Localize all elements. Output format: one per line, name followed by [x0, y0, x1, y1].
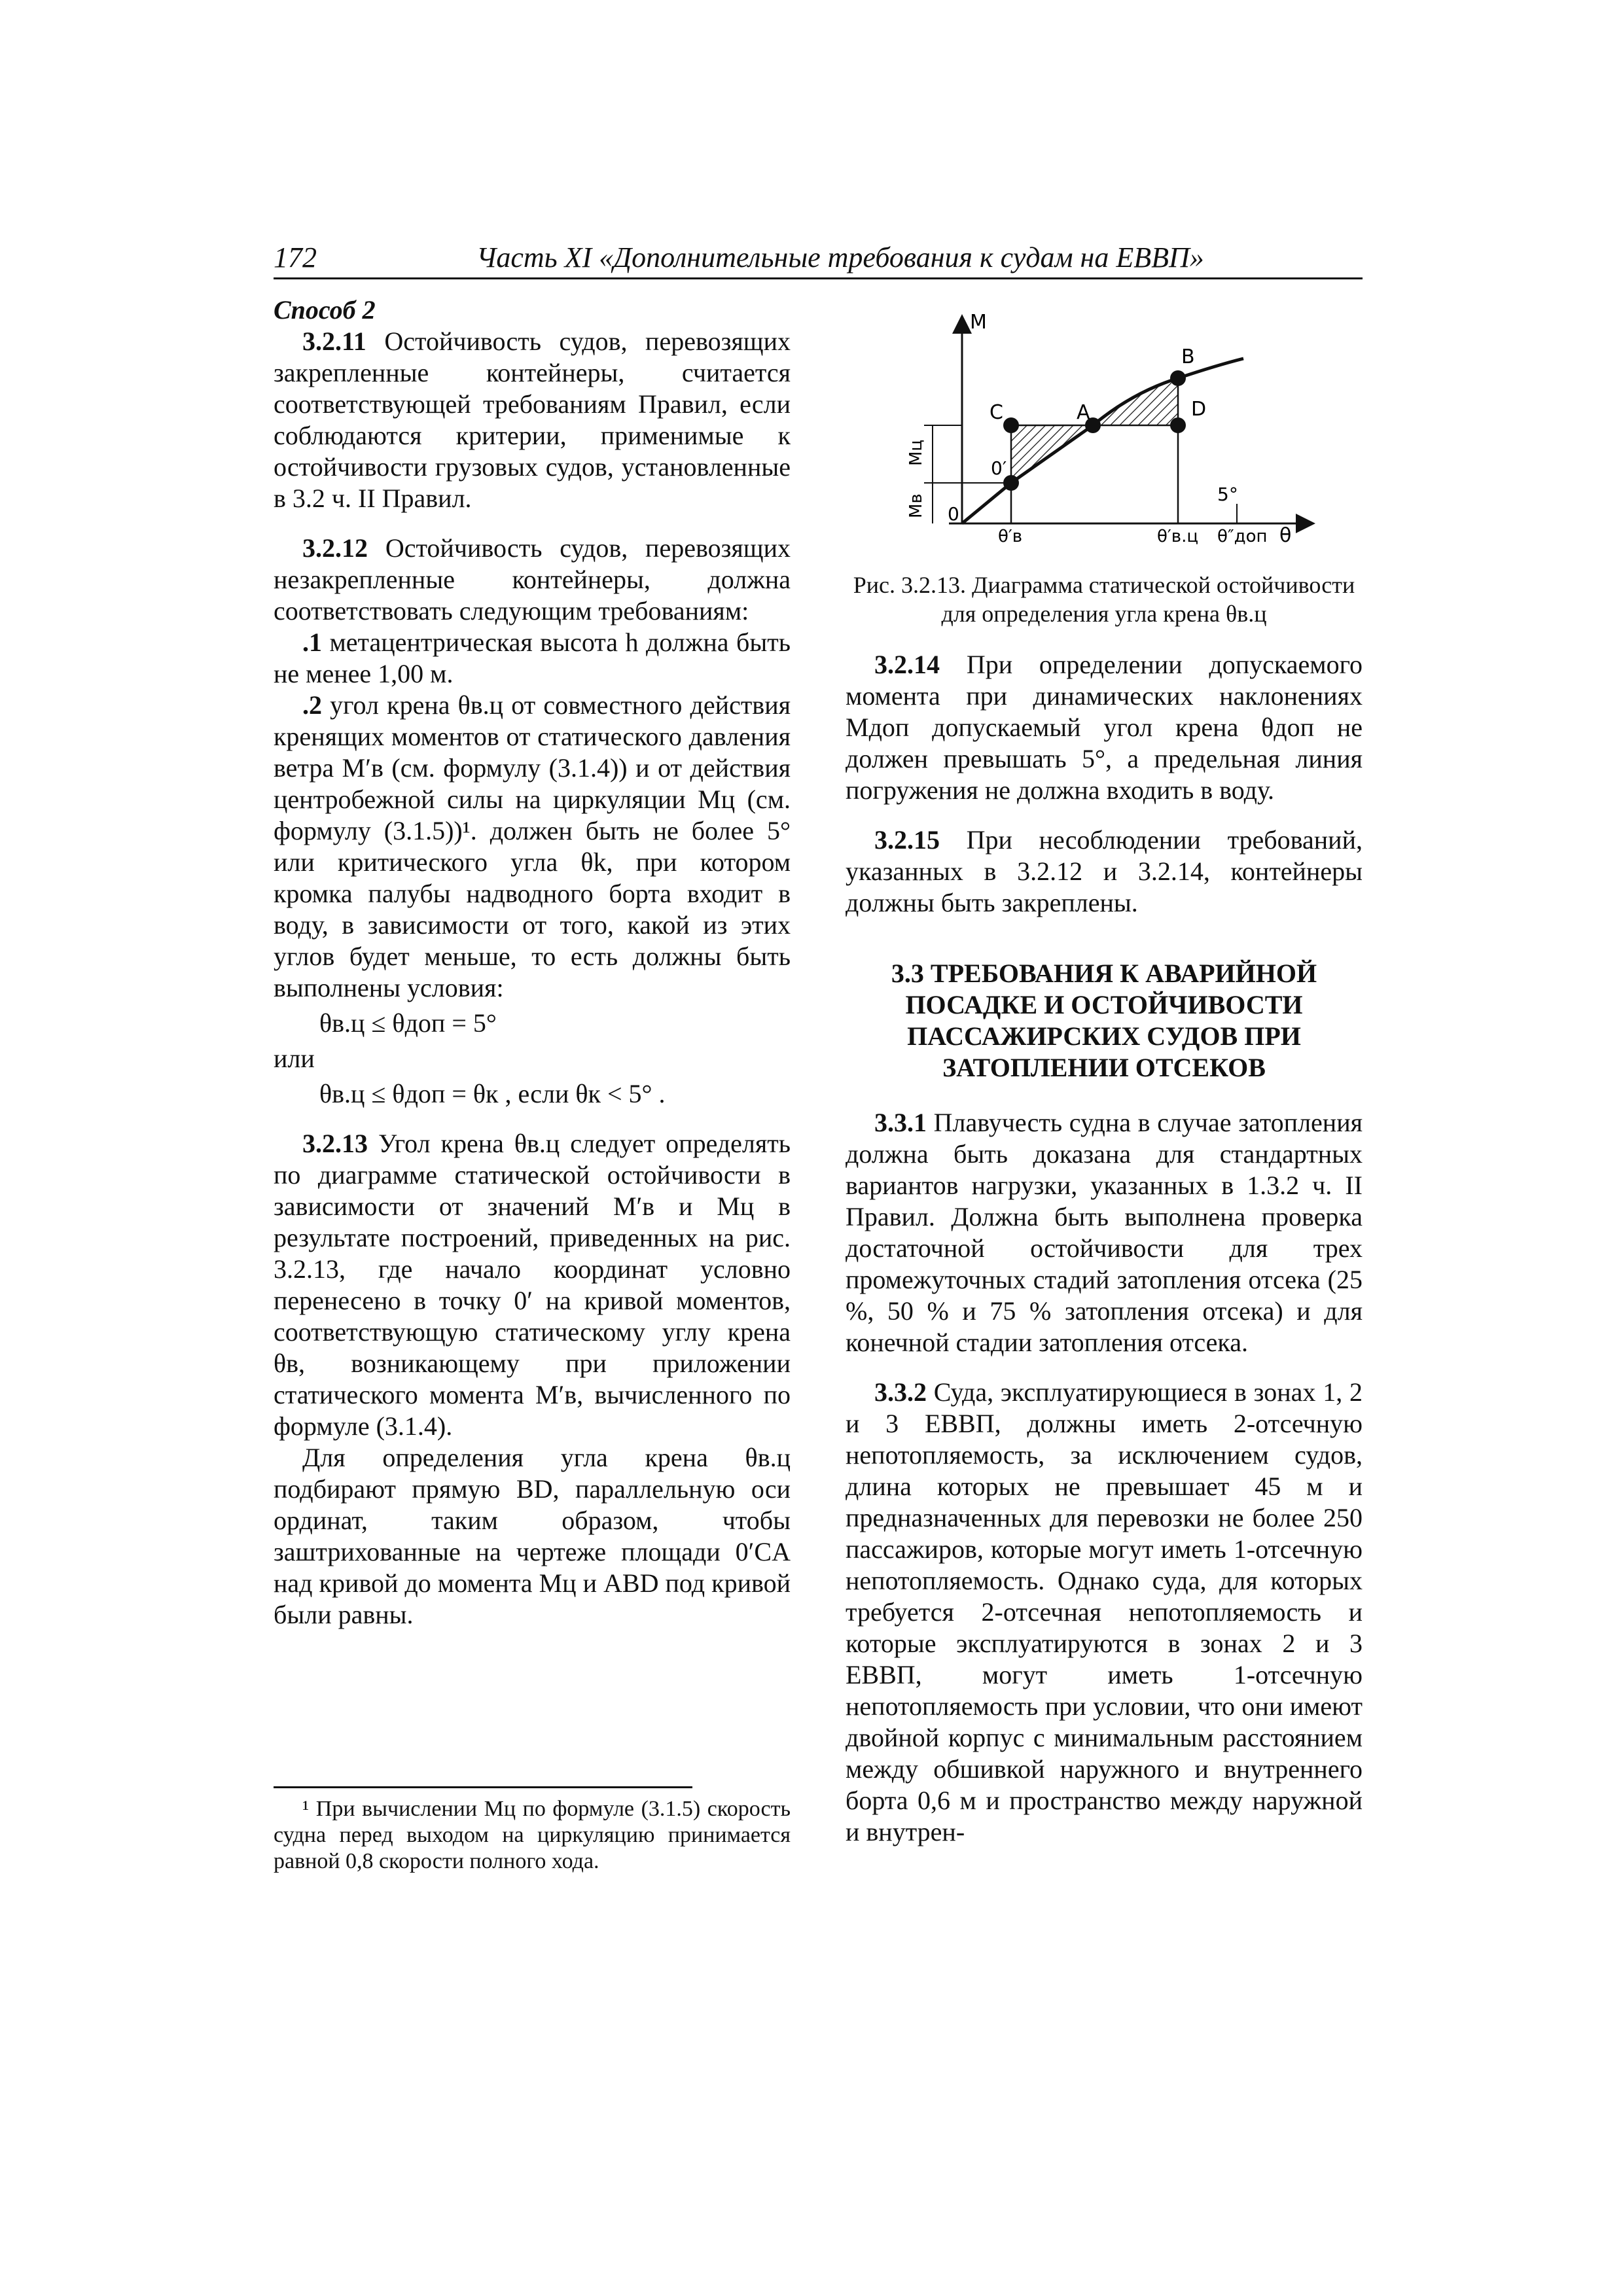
- footnote: [274, 1796, 791, 1875]
- paragraph-3-2-15: [846, 824, 1363, 919]
- label-o1: 0′: [991, 457, 1007, 479]
- running-header: [274, 241, 1363, 279]
- running-title: Часть XI «Дополнительные требования к судам на ЕВВП»: [476, 241, 1204, 274]
- figure-caption: Рис. 3.2.13. Диаграмма статической остойчивости для определения угла крена θв.ц: [853, 572, 1355, 627]
- paragraph-3-2-14: [846, 649, 1363, 806]
- formula-2: θв.ц ≤ θдоп = θк , если θк < 5° .: [319, 1079, 666, 1108]
- paragraph-text: Угол крена θв.ц следует определять по диаграмме статической остойчивости в зависимости от значений M′в и Mц в результате построений, приведенных на рис. 3.2.13, где начало координат условно перенесено в точку 0′ на кривой моментов, соответствующую статическому углу крена θв, возникающему при приложении статического момента M′в, вычисленного по формуле (3.1.4).: [274, 1129, 791, 1441]
- right-column: [846, 571, 1363, 1848]
- stability-diagram: [851, 314, 1361, 550]
- item-text: угол крена θв.ц от совместного действия кренящих моментов от статического давления ветра M′в (см. формулу (3.1.4)) и от действия центробежной силы на циркуляции Mц (см. формулу (3.1.5))¹. должен быть не более 5° или критического угла θk, при котором кромка палубы надводного борта входит в воду, в зависимости от того, какой из этих углов будет меньше, то есть должны быть выполнены условия:: [274, 690, 791, 1002]
- paragraph-3-2-13: [274, 1128, 791, 1442]
- label-theta-bc: θ′в.ц: [1157, 527, 1199, 546]
- clause-number: 3.2.11: [302, 327, 366, 356]
- label-origin: 0: [948, 503, 959, 525]
- item-number: .1: [302, 627, 322, 657]
- item-2: [274, 690, 791, 1004]
- label-b: B: [1181, 345, 1195, 368]
- point-b: [1170, 370, 1186, 386]
- section-heading: 3.3 ТРЕБОВАНИЯ К АВАРИЙНОЙ ПОСАДКЕ И ОСТОЙЧИВОСТИ ПАССАЖИРСКИХ СУДОВ ПРИ ЗАТОПЛЕНИИ ОТСЕКОВ: [891, 959, 1317, 1082]
- footnote-text: ¹ При вычислении Mц по формуле (3.1.5) скорость судна перед выходом на циркуляцию принимается равной 0,8 скорости полного хода.: [274, 1797, 791, 1873]
- paragraph-text: При несоблюдении требований, указанных в 3.2.12 и 3.2.14, контейнеры должны быть закреплены.: [846, 825, 1363, 917]
- footnote-rule: [274, 1786, 692, 1788]
- label-theta-dop: θ″доп: [1217, 527, 1268, 546]
- moment-curve: [962, 359, 1243, 523]
- clause-number: 3.3.2: [874, 1377, 927, 1407]
- label-axis-x: θ: [1279, 524, 1292, 547]
- paragraph-text: Остойчивость судов, перевозящих незакрепленные контейнеры, должна соответствовать следующим требованиям:: [274, 533, 791, 626]
- formula-1: θв.ц ≤ θдоп = 5°: [319, 1008, 497, 1038]
- item-1: [274, 627, 791, 690]
- point-c: [1003, 417, 1019, 433]
- clause-number: 3.3.1: [874, 1108, 927, 1137]
- item-text: метацентрическая высота h должна быть не менее 1,00 м.: [274, 627, 791, 688]
- paragraph-3-2-12: [274, 533, 791, 627]
- paragraph-text: Плавучесть судна в случае затопления должна быть доказана для стандартных вариантов нагрузки, указанных в 1.3.2 ч. II Правил. Должна быть выполнена проверка достаточной остойчивости для трех промежуточных стадий затопления отсека (25 %, 50 % и 75 % затопления отсека) и для конечной стадии затопления отсека.: [846, 1108, 1363, 1357]
- label-theta-b: θ′в: [998, 527, 1023, 546]
- label-m-c: Mц: [906, 439, 926, 466]
- hatched-area-abd: [1093, 378, 1178, 425]
- or-word: или: [274, 1044, 315, 1073]
- subheading: Способ 2: [274, 295, 376, 325]
- clause-number: 3.2.13: [302, 1129, 368, 1158]
- paragraph-3-3-2: [846, 1377, 1363, 1848]
- paragraph-text: Суда, эксплуатирующиеся в зонах 1, 2 и 3 ЕВВП, должны иметь 2-отсечную непотопляемость, за исключением судов, длина которых не превышает 45 м и предназначенных для перевозки не более 250 пассажиров, которые могут иметь 1-отсечную непотопляемость. Однако суда, для которых требуется 2-отсечная непотопляемость и которые эксплуатируются в зонах 2 и 3 ЕВВП, могут иметь 1-отсечную непотопляемость при условии, что они имеют двойной корпус с минимальным расстоянием между обшивкой наружного и внутреннего борта 0,6 м и пространство между наружной и внутрен-: [846, 1377, 1363, 1846]
- point-d: [1170, 417, 1186, 433]
- clause-number: 3.2.15: [874, 825, 940, 855]
- label-5deg: 5°: [1217, 484, 1238, 505]
- paragraph-3-2-11: [274, 326, 791, 514]
- clause-number: 3.2.14: [874, 650, 940, 679]
- label-d: D: [1191, 398, 1207, 421]
- label-axis-y: M: [970, 314, 987, 334]
- paragraph-text: Остойчивость судов, перевозящих закрепленные контейнеры, считается соответствующей требованиям Правил, если соблюдаются критерии, применимые к остойчивости грузовых судов, установленные в 3.2 ч. II Правил.: [274, 327, 791, 513]
- left-column: [274, 294, 791, 1631]
- item-number: .2: [302, 690, 322, 720]
- paragraph-text: При определении допускаемого момента при динамических наклонениях Mдоп допускаемый угол крена θдоп не должен превышать 5°, а предельная линия погружения не должна входить в воду.: [846, 650, 1363, 805]
- label-a: A: [1077, 401, 1090, 424]
- label-c: C: [990, 401, 1003, 424]
- page-number: 172: [274, 241, 317, 274]
- clause-number: 3.2.12: [302, 533, 368, 563]
- paragraph-bd-line: Для определения угла крена θв.ц подбирают прямую BD, параллельную оси ординат, таким образом, чтобы заштрихованные на чертеже площади 0′CA над кривой до момента Mц и ABD под кривой были равны.: [274, 1443, 791, 1629]
- label-m-b: Mв: [906, 493, 926, 518]
- paragraph-3-3-1: [846, 1107, 1363, 1358]
